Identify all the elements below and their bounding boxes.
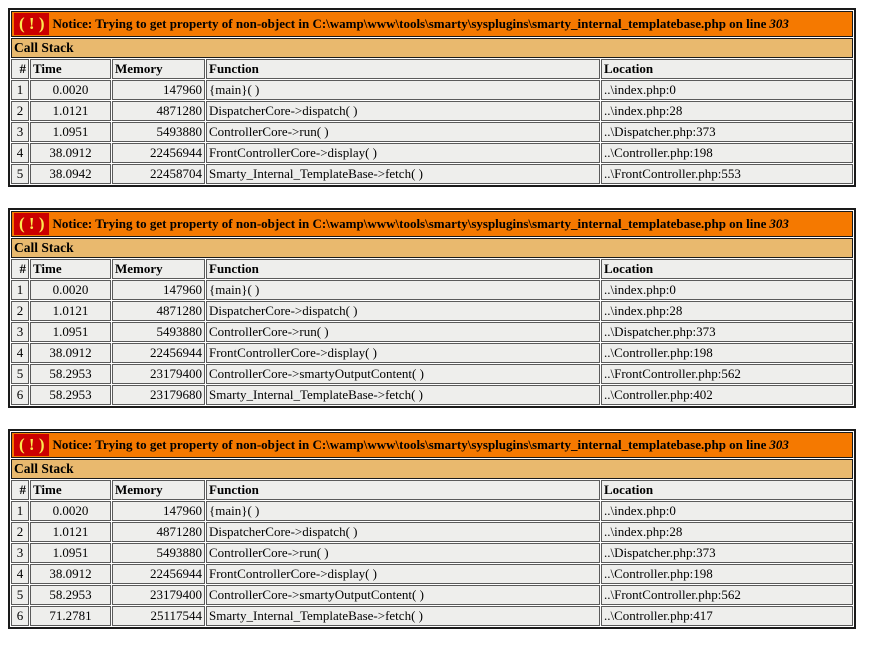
cell-function: ControllerCore->run( ) — [206, 122, 600, 142]
call-stack-title-row — [11, 238, 853, 258]
cell-function: ControllerCore->smartyOutputContent( ) — [206, 585, 600, 605]
call-stack-label: Call Stack — [11, 38, 853, 58]
cell-memory: 22456944 — [112, 143, 205, 163]
cell-num: 1 — [11, 501, 29, 521]
xdebug-error-table — [8, 429, 856, 629]
cell-location: ..\index.php:28 — [601, 522, 853, 542]
column-header-location: Location — [601, 259, 853, 279]
cell-memory: 25117544 — [112, 606, 205, 626]
cell-location: ..\Controller.php:402 — [601, 385, 853, 405]
call-stack-label: Call Stack — [11, 459, 853, 479]
cell-num: 1 — [11, 80, 29, 100]
notice-banner — [11, 432, 853, 458]
cell-memory: 22456944 — [112, 343, 205, 363]
column-header-location: Location — [601, 480, 853, 500]
cell-location: ..\Controller.php:198 — [601, 143, 853, 163]
notice-message: Notice: Trying to get property of non-object in C:\wamp\www\tools\smarty\sysplugins\smarty_internal_templatebase.php on line — [52, 16, 767, 31]
error-exclamation-icon: ( ! ) — [14, 213, 49, 235]
cell-function: DispatcherCore->dispatch( ) — [206, 522, 600, 542]
cell-location: ..\Dispatcher.php:373 — [601, 543, 853, 563]
column-header-row — [11, 480, 853, 500]
cell-time: 1.0951 — [30, 543, 111, 563]
call-stack-row — [11, 501, 853, 521]
call-stack-row — [11, 522, 853, 542]
cell-time: 58.2953 — [30, 364, 111, 384]
call-stack-row — [11, 543, 853, 563]
cell-location: ..\FrontController.php:553 — [601, 164, 853, 184]
cell-num: 4 — [11, 343, 29, 363]
cell-memory: 22456944 — [112, 564, 205, 584]
cell-num: 1 — [11, 280, 29, 300]
notice-line-number: 303 — [769, 216, 789, 231]
column-header-row — [11, 59, 853, 79]
cell-num: 3 — [11, 543, 29, 563]
call-stack-row — [11, 80, 853, 100]
column-header-memory: Memory — [112, 259, 205, 279]
call-stack-row — [11, 280, 853, 300]
call-stack-row — [11, 143, 853, 163]
cell-memory: 5493880 — [112, 122, 205, 142]
cell-num: 4 — [11, 564, 29, 584]
column-header-num: # — [11, 480, 29, 500]
cell-time: 58.2953 — [30, 385, 111, 405]
column-header-function: Function — [206, 480, 600, 500]
notice-banner-row — [11, 211, 853, 237]
cell-location: ..\FrontController.php:562 — [601, 364, 853, 384]
cell-function: FrontControllerCore->display( ) — [206, 343, 600, 363]
cell-num: 2 — [11, 101, 29, 121]
column-header-memory: Memory — [112, 480, 205, 500]
cell-memory: 23179400 — [112, 364, 205, 384]
cell-function: ControllerCore->smartyOutputContent( ) — [206, 364, 600, 384]
cell-memory: 147960 — [112, 280, 205, 300]
column-header-time: Time — [30, 59, 111, 79]
cell-location: ..\index.php:28 — [601, 101, 853, 121]
call-stack-row — [11, 164, 853, 184]
call-stack-row — [11, 122, 853, 142]
cell-function: FrontControllerCore->display( ) — [206, 564, 600, 584]
cell-time: 58.2953 — [30, 585, 111, 605]
column-header-location: Location — [601, 59, 853, 79]
column-header-function: Function — [206, 59, 600, 79]
column-header-time: Time — [30, 480, 111, 500]
cell-num: 3 — [11, 122, 29, 142]
cell-function: ControllerCore->run( ) — [206, 322, 600, 342]
cell-time: 1.0121 — [30, 301, 111, 321]
cell-num: 4 — [11, 143, 29, 163]
cell-location: ..\Controller.php:198 — [601, 564, 853, 584]
column-header-row — [11, 259, 853, 279]
cell-function: DispatcherCore->dispatch( ) — [206, 101, 600, 121]
cell-function: Smarty_Internal_TemplateBase->fetch( ) — [206, 385, 600, 405]
cell-num: 5 — [11, 164, 29, 184]
cell-memory: 5493880 — [112, 322, 205, 342]
call-stack-title-row — [11, 459, 853, 479]
column-header-num: # — [11, 59, 29, 79]
cell-memory: 147960 — [112, 80, 205, 100]
cell-memory: 4871280 — [112, 301, 205, 321]
cell-memory: 23179400 — [112, 585, 205, 605]
call-stack-row — [11, 343, 853, 363]
call-stack-row — [11, 301, 853, 321]
call-stack-row — [11, 606, 853, 626]
cell-time: 1.0951 — [30, 122, 111, 142]
notice-line-number: 303 — [769, 437, 789, 452]
cell-memory: 22458704 — [112, 164, 205, 184]
cell-memory: 4871280 — [112, 522, 205, 542]
xdebug-error-report — [8, 8, 870, 629]
cell-time: 0.0020 — [30, 280, 111, 300]
cell-memory: 5493880 — [112, 543, 205, 563]
notice-line-number: 303 — [769, 16, 789, 31]
cell-num: 5 — [11, 364, 29, 384]
cell-memory: 147960 — [112, 501, 205, 521]
error-exclamation-icon: ( ! ) — [14, 434, 49, 456]
call-stack-label: Call Stack — [11, 238, 853, 258]
cell-time: 38.0912 — [30, 564, 111, 584]
notice-banner-row — [11, 11, 853, 37]
cell-time: 38.0942 — [30, 164, 111, 184]
cell-function: Smarty_Internal_TemplateBase->fetch( ) — [206, 606, 600, 626]
cell-function: DispatcherCore->dispatch( ) — [206, 301, 600, 321]
cell-location: ..\Dispatcher.php:373 — [601, 322, 853, 342]
cell-location: ..\Controller.php:417 — [601, 606, 853, 626]
cell-time: 1.0951 — [30, 322, 111, 342]
cell-num: 3 — [11, 322, 29, 342]
xdebug-error-table — [8, 8, 856, 187]
call-stack-row — [11, 385, 853, 405]
cell-function: ControllerCore->run( ) — [206, 543, 600, 563]
cell-function: {main}( ) — [206, 80, 600, 100]
notice-banner-row — [11, 432, 853, 458]
call-stack-row — [11, 585, 853, 605]
cell-num: 2 — [11, 301, 29, 321]
cell-location: ..\FrontController.php:562 — [601, 585, 853, 605]
call-stack-row — [11, 101, 853, 121]
call-stack-row — [11, 564, 853, 584]
notice-banner — [11, 211, 853, 237]
cell-memory: 23179680 — [112, 385, 205, 405]
error-exclamation-icon: ( ! ) — [14, 13, 49, 35]
cell-location: ..\index.php:28 — [601, 301, 853, 321]
cell-function: Smarty_Internal_TemplateBase->fetch( ) — [206, 164, 600, 184]
cell-num: 2 — [11, 522, 29, 542]
cell-time: 0.0020 — [30, 501, 111, 521]
cell-time: 1.0121 — [30, 101, 111, 121]
column-header-function: Function — [206, 259, 600, 279]
cell-location: ..\index.php:0 — [601, 80, 853, 100]
cell-time: 0.0020 — [30, 80, 111, 100]
call-stack-row — [11, 364, 853, 384]
cell-location: ..\index.php:0 — [601, 501, 853, 521]
notice-message: Notice: Trying to get property of non-object in C:\wamp\www\tools\smarty\sysplugins\smarty_internal_templatebase.php on line — [52, 216, 767, 231]
call-stack-row — [11, 322, 853, 342]
cell-time: 38.0912 — [30, 343, 111, 363]
notice-message: Notice: Trying to get property of non-object in C:\wamp\www\tools\smarty\sysplugins\smarty_internal_templatebase.php on line — [52, 437, 767, 452]
cell-num: 6 — [11, 606, 29, 626]
xdebug-error-table — [8, 208, 856, 408]
cell-memory: 4871280 — [112, 101, 205, 121]
notice-banner — [11, 11, 853, 37]
cell-function: {main}( ) — [206, 501, 600, 521]
cell-location: ..\Dispatcher.php:373 — [601, 122, 853, 142]
column-header-time: Time — [30, 259, 111, 279]
cell-num: 6 — [11, 385, 29, 405]
cell-num: 5 — [11, 585, 29, 605]
cell-time: 38.0912 — [30, 143, 111, 163]
call-stack-title-row — [11, 38, 853, 58]
cell-function: FrontControllerCore->display( ) — [206, 143, 600, 163]
cell-location: ..\Controller.php:198 — [601, 343, 853, 363]
cell-function: {main}( ) — [206, 280, 600, 300]
cell-time: 71.2781 — [30, 606, 111, 626]
cell-location: ..\index.php:0 — [601, 280, 853, 300]
column-header-num: # — [11, 259, 29, 279]
cell-time: 1.0121 — [30, 522, 111, 542]
column-header-memory: Memory — [112, 59, 205, 79]
